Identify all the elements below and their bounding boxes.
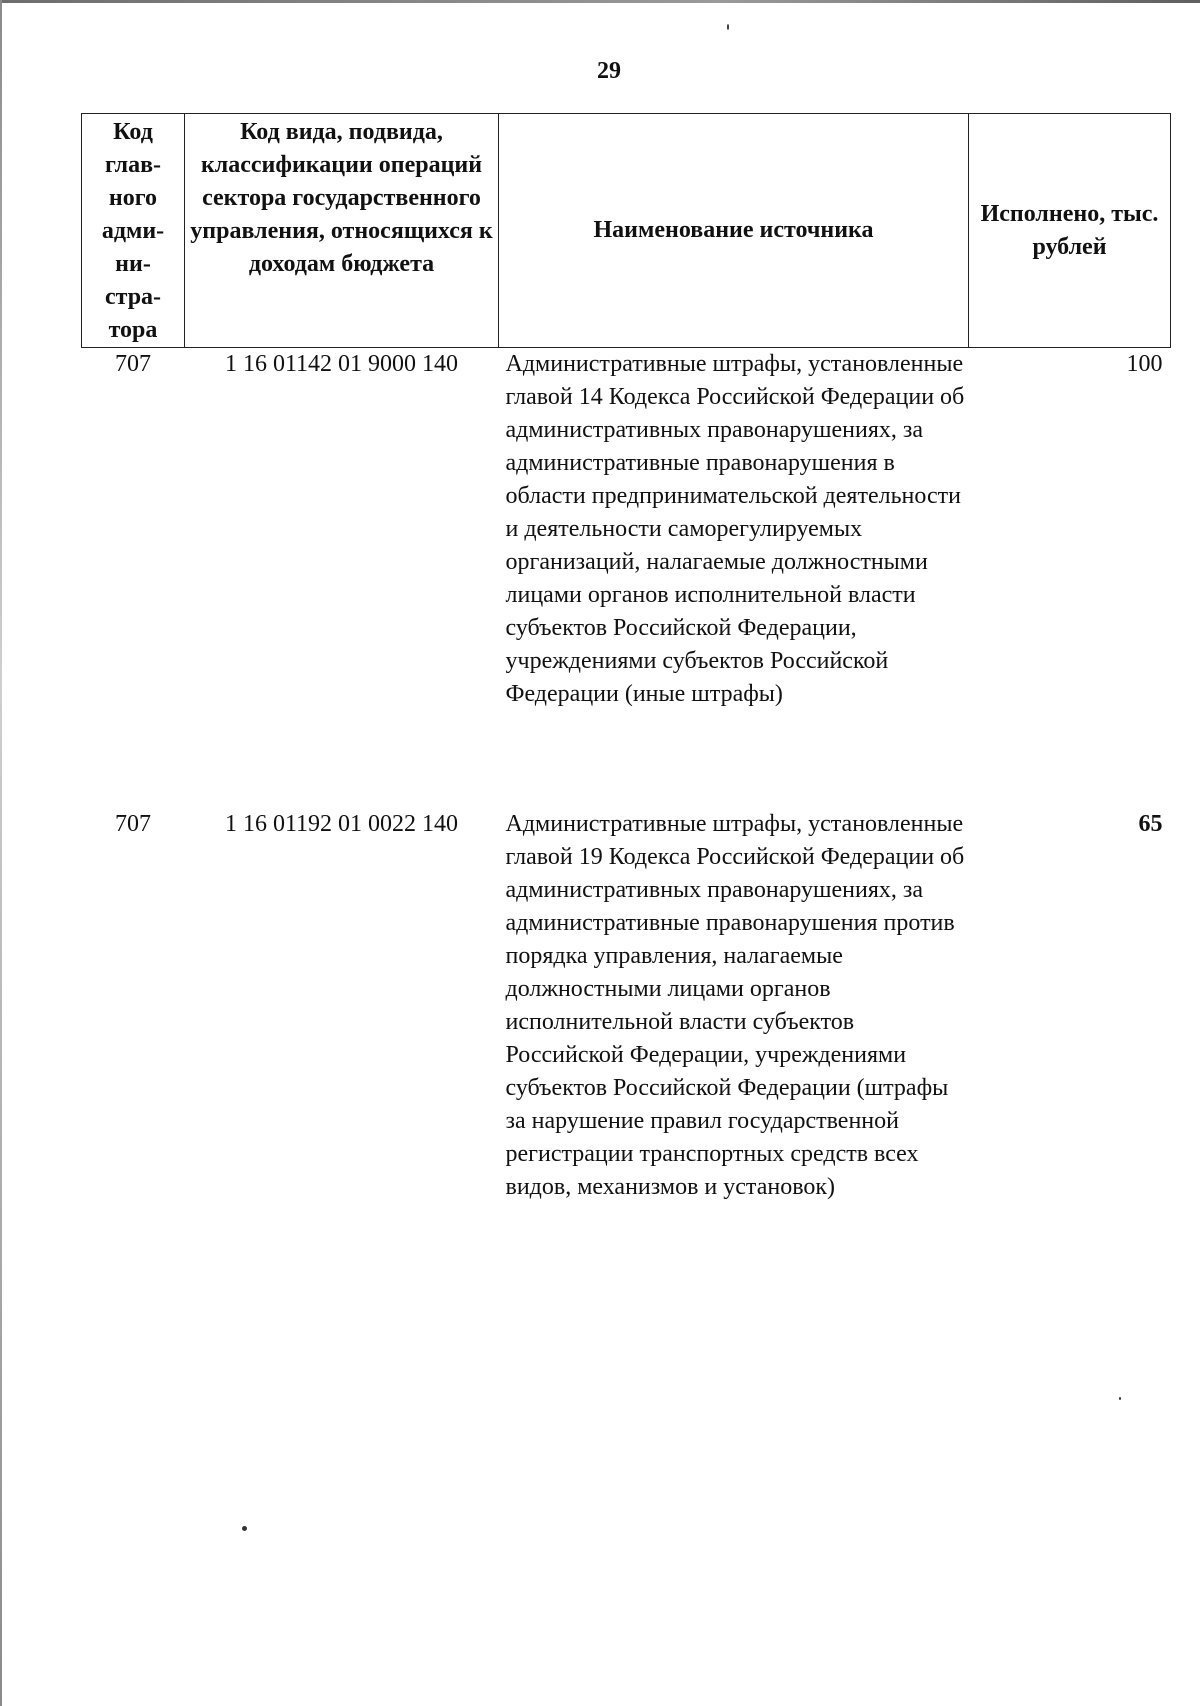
admin-code-cell: 707: [115, 351, 151, 377]
table-header-row: [82, 114, 1171, 348]
header-source-name: Наименование источника: [499, 114, 969, 348]
table-row: [82, 808, 1171, 1308]
scan-speck: [1119, 1397, 1121, 1400]
revenue-table: [81, 113, 1171, 1308]
page-left-edge: [0, 0, 2, 1706]
source-name-cell: Административные штрафы, установленные главой 19 Кодекса Российской Федерации об административных правонарушениях, за административные правонарушения против порядка управления, налагаемые должностными лицами органов исполнительной власти субъектов Российской Федерации, учреждениями субъектов Российской Федерации (штрафы за нарушение правил государственной регистрации транспортных средств всех видов, механизмов и установок): [505, 811, 965, 1200]
table-header: [82, 114, 1171, 348]
source-name-cell: Административные штрафы, установленные главой 14 Кодекса Российской Федерации об административных правонарушениях, за административные правонарушения в области предпринимательской деятельности и деятельности саморегулируемых организаций, налагаемые должностными лицами органов исполнительной власти субъектов Российской Федерации, учреждениями субъектов Российской Федерации (иные штрафы): [505, 351, 965, 707]
executed-amount-cell: 65: [1138, 811, 1163, 837]
table-body: [82, 348, 1171, 1309]
scan-speck: [727, 24, 729, 30]
classification-code-cell: 1 16 01142 01 9000 140: [224, 351, 459, 377]
header-classification-code: Код вида, подвида, классификации операций сектора государственного управления, относящихся к доходам бюджета: [185, 114, 499, 348]
page-number: 29: [597, 58, 621, 84]
page-top-edge: [0, 0, 1200, 3]
executed-amount-cell: 100: [1126, 351, 1163, 377]
scan-speck: [242, 1526, 247, 1531]
admin-code-cell: 707: [115, 811, 151, 837]
header-admin-code: Код глав- ного адми- ни- стра- тора: [82, 114, 185, 348]
header-executed: Исполнено, тыс. рублей: [969, 114, 1171, 348]
table-row: [82, 348, 1171, 809]
classification-code-cell: 1 16 01192 01 0022 140: [224, 811, 459, 837]
